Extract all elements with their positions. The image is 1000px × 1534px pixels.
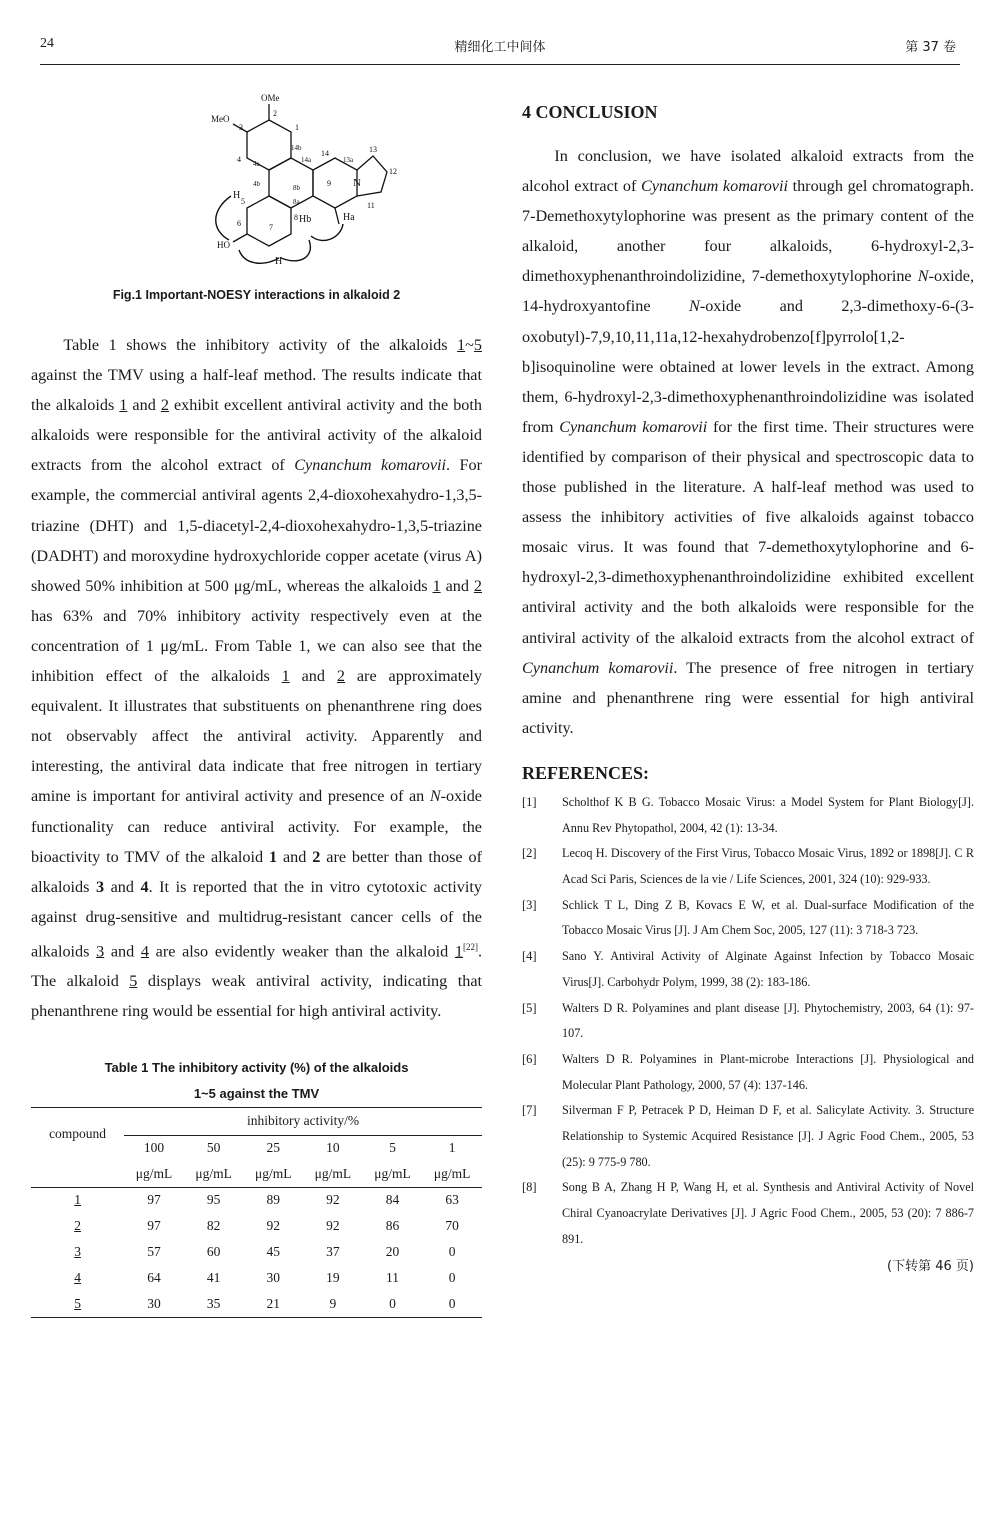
list-item: [8] Song B A, Zhang H P, Wang H, et al. Synthesis and Antiviral Activity of Novel Chiral Cyanoacrylate Derivatives [J]. J Agric Food Chem., 2005, 53 (20): 7 886-7 891.	[522, 1180, 974, 1246]
label-n14b: 14b	[291, 144, 302, 152]
label-n5: 5	[241, 197, 245, 206]
figure-caption: Fig.1 Important-NOESY interactions in alkaloid 2	[112, 288, 401, 302]
label-n1: 1	[295, 123, 299, 132]
structure-diagram	[181, 90, 401, 270]
inhibition-table: compound inhibitory activity/% 100 50 25 10 5 1 μg/mL μg/mL μg/mL μg/mL μg/mL μg/mL 1 97 95 89 92 84 63 2 97 82 92 92 86 70 3 57 60 45 37 20 0 4 64 41 30 19 11 0 5 30 35 21 9 0 0	[31, 1107, 482, 1318]
label-h5: H	[233, 190, 241, 201]
table-row: 4 64 41 30 19 11 0	[74, 1270, 456, 1286]
figure-1	[31, 90, 482, 290]
list-item: [3] Schlick T L, Ding Z B, Kovacs E W, et al. Dual-surface Modification of the Tobacco Mosaic Virus [J]. J Am Chem Soc, 2005, 127 (11): 3 718-3 723.	[522, 897, 974, 938]
left-column	[31, 90, 482, 1318]
reference-list	[522, 790, 974, 1253]
label-n: N	[353, 177, 361, 189]
label-n7: 7	[269, 223, 273, 232]
label-n4a: 4a	[253, 160, 260, 168]
results-paragraph: Table 1 shows the inhibitory activity of the alkaloids 1~5 against the TMV using a half-leaf method. The results indicate that the alkaloids 1 and 2 exhibit excellent antiviral activity and the both alkaloids were responsible for the antiviral activity of the alkaloid extracts from the alcohol extract of Cynanchum komarovii. For example, the commercial antiviral agents 2,4-dioxohexahydro-1,3,5-triazine (DHT) and 1,5-diacetyl-2,4-dioxohexahydro-1,3,5-triazine (DADHT) and moroxydine hydroxychloride copper acetate (virus A) showed 50% inhibition at 500 μg/mL, whereas the alkaloids 1 and 2 has 63% and 70% inhibitory activity respectively even at the concentration of 1 μg/mL. From Table 1, we can also see that the inhibition effect of the alkaloids 1 and 2 are approximately equivalent. It illustrates that substituents on phenanthrene ring does not observably affect the antiviral activity. Apparently and interesting, the antiviral data indicate that free nitrogen in tertiary amine is important for antiviral activity and presence of an N-oxide functionality can reduce antiviral activity. For example, the bioactivity to TMV of the alkaloid 1 and 2 are better than those of alkaloids 3 and 4. It is reported that the in vitro cytotoxic activity against drug-sensitive and multidrug-resistant cancer cells of the alkaloids 3 and 4 are also evidently weaker than the alkaloid 1[22]. The alkaloid 5 displays weak antiviral activity, indicating that phenanthrene ring would be essential for high antiviral activity.	[31, 336, 483, 1021]
list-item: [7] Silverman F P, Petracek P D, Heiman D F, et al. Salicylate Activity. 3. Structure Relationship to Systemic Acquired Resistance [J]. J Agric Food Chem., 2005, 53 (25): 9 775-9 780.	[522, 1103, 974, 1169]
list-item: [4] Sano Y. Antiviral Activity of Alginate Against Infection by Tobacco Mosaic Virus[J]. Carbohydr Polym, 1999, 38 (2): 183-186.	[522, 949, 974, 989]
references-heading: REFERENCES:	[522, 762, 650, 783]
conclusion-paragraph: In conclusion, we have isolated alkaloid extracts from the alcohol extract of Cynanchum komarovii through gel chromatograph. 7-Demethoxytylophorine was present as the primary content of the alkaloid, another four alkaloids, 6-hydroxyl-2,3-dimethoxyphenanthroindolizidine, 7-demethoxytylophorine N-oxide, 14-hydroxyantofine N-oxide and 2,3-dimethoxy-6-(3-oxobutyl)-7,9,10,11,11a,12-hexahydrobenzo[f]pyrrolo[1,2-b]isoquinoline were obtained at lower levels in the extract. Among them, 6-hydroxyl-2,3-dimethoxyphenanthroindolizidine was isolated from Cynanchum komarovii for the first time. Their structures were identified by comparison of their physical and spectroscopic data to those published in the literature. A half-leaf method was used to assess the inhibitory activities of five alkaloids against tobacco mosaic virus. It was found that 7-demethoxytylophorine and 6-hydroxyl-2,3-dimethoxyphenanthroindolizidine exhibited excellent antiviral activity and the both alkaloids were responsible for the antiviral activity of the alkaloid extracts from the alcohol extract of Cynanchum komarovii. The presence of free nitrogen in tertiary amine and phenanthrene ring were essential for high antiviral activity.	[522, 147, 974, 737]
page-number: 24	[40, 36, 54, 51]
list-item: [5] Walters D R. Polyamines and plant disease [J]. Phytochemistry, 2003, 64 (1): 97-107.	[522, 1000, 974, 1041]
volume-label: 第 37 卷	[905, 40, 956, 55]
label-n4b: 4b	[253, 180, 260, 188]
label-ome: OMe	[261, 93, 280, 103]
label-n4: 4	[237, 155, 241, 164]
compound-header: compound	[31, 1107, 124, 1161]
label-n14: 14	[321, 149, 329, 158]
label-h7: H	[275, 256, 283, 267]
label-n11: 11	[367, 201, 375, 210]
table-row: 3 57 60 45 37 20 0	[74, 1244, 456, 1260]
journal-title: 精细化工中间体	[454, 40, 546, 55]
list-item: [1] Scholthof K B G. Tobacco Mosaic Virus: a Model System for Plant Biology[J]. Annu Rev Phytopathol, 2004, 42 (1): 13-34.	[522, 794, 974, 835]
label-ho: HO	[217, 240, 230, 250]
list-item: [2] Lecoq H. Discovery of the First Virus, Tobacco Mosaic Virus, 1892 or 1898[J]. C R Acad Sci Paris, Sciences de la vie / Life Sciences, 2001, 324 (10): 929-933.	[522, 846, 974, 886]
label-n13a: 13a	[343, 156, 354, 164]
list-item: [6] Walters D R. Polyamines in Plant-microbe Interactions [J]. Physiological and Molecular Plant Pathology, 2000, 57 (4): 137-146.	[522, 1051, 974, 1092]
label-n14a: 14a	[301, 156, 312, 164]
table-row: 5 30 35 21 9 0 0	[31, 1291, 482, 1317]
label-n6: 6	[237, 219, 241, 228]
table-row: 1 97 95 89 92 84 63	[74, 1192, 459, 1208]
right-column	[522, 90, 974, 1274]
label-hb: Hb	[299, 214, 312, 225]
page-header	[40, 34, 960, 65]
label-n8b: 8b	[293, 184, 300, 192]
label-n12: 12	[389, 167, 397, 176]
group-header: inhibitory activity/%	[124, 1107, 482, 1135]
label-meo: MeO	[211, 114, 230, 124]
label-n8a: 8a	[293, 198, 300, 206]
conclusion-heading: 4 CONCLUSION	[522, 102, 658, 122]
label-n13: 13	[369, 145, 377, 154]
continued-note: (下转第 46 页)	[887, 1258, 974, 1274]
label-n9: 9	[327, 179, 331, 188]
label-n8: 8	[294, 213, 298, 222]
label-ha: Ha	[343, 212, 355, 223]
table-row: 2 97 82 92 92 86 70	[74, 1218, 459, 1234]
label-n2: 2	[273, 109, 277, 118]
table-caption: Table 1 The inhibitory activity (%) of the alkaloids 1~5 against the TMV	[104, 1059, 409, 1101]
label-n3: 3	[239, 123, 243, 132]
